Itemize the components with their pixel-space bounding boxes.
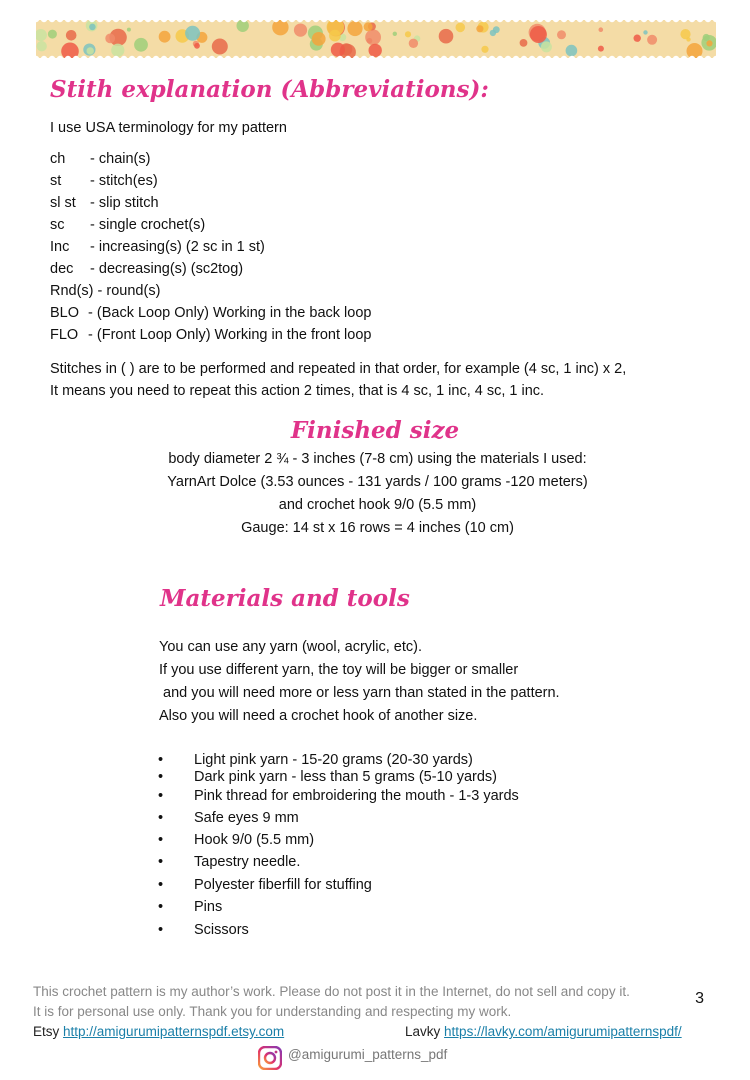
- abbreviation-code: FLO: [50, 327, 79, 343]
- abbreviation-code: sc: [50, 217, 65, 233]
- abbreviation-code: sl st: [50, 195, 76, 211]
- bullet-icon: •: [158, 922, 164, 938]
- abbreviation-item: [50, 148, 371, 170]
- polka-dot-banner: [36, 20, 716, 58]
- abbreviation-description: - decreasing(s) (sc2tog): [90, 261, 244, 277]
- abbreviation-item: [50, 324, 371, 346]
- copyright-notice-line-2: It is for personal use only. Thank you for understanding and respecting my work.: [33, 1004, 512, 1019]
- abbreviation-item: [50, 236, 371, 258]
- abbreviation-description: - (Back Loop Only) Working in the back loop: [88, 305, 372, 321]
- materials-list-item: [158, 877, 372, 893]
- repeat-note-line-2: It means you need to repeat this action 2 times, that is 4 sc, 1 inc, 4 sc, 1 inc.: [50, 383, 545, 399]
- materials-intro: [159, 636, 560, 728]
- abbreviation-item: [50, 258, 371, 280]
- materials-item-text: Pink thread for embroidering the mouth - 1-3 yards: [194, 788, 519, 804]
- abbreviations-heading: Stith explanation (Abbreviations):: [50, 76, 489, 103]
- abbreviation-item: [50, 302, 371, 324]
- abbreviation-description: - chain(s): [90, 151, 151, 167]
- materials-item-text: Dark pink yarn - less than 5 grams (5-10 yards): [194, 769, 497, 785]
- etsy-link-row: [33, 1024, 284, 1039]
- materials-list-item: [158, 854, 300, 870]
- instagram-icon[interactable]: [258, 1046, 282, 1070]
- finished-size-line: and crochet hook 9/0 (5.5 mm): [278, 497, 477, 513]
- abbreviation-description: - (Front Loop Only) Working in the front loop: [88, 327, 372, 343]
- materials-list-item: [158, 899, 222, 915]
- lavky-label: Lavky: [405, 1024, 441, 1039]
- materials-item-text: Polyester fiberfill for stuffing: [194, 877, 372, 893]
- abbreviation-code: BLO: [50, 305, 80, 321]
- bullet-icon: •: [158, 854, 164, 870]
- bullet-icon: •: [158, 810, 164, 826]
- polka-dot-pattern: [36, 20, 716, 58]
- bullet-icon: •: [158, 788, 164, 804]
- abbreviation-code: Rnd(s): [50, 283, 94, 299]
- materials-item-text: Safe eyes 9 mm: [194, 810, 299, 826]
- materials-item-text: Scissors: [194, 922, 249, 938]
- abbreviation-code: ch: [50, 151, 66, 167]
- abbreviation-code: dec: [50, 261, 74, 277]
- repeat-note-line-1: Stitches in ( ) are to be performed and repeated in that order, for example (4 sc, 1 inc) x 2,: [50, 361, 627, 377]
- page-number: 3: [695, 990, 704, 1007]
- instagram-handle: @amigurumi_patterns_pdf: [288, 1047, 448, 1062]
- etsy-link[interactable]: http://amigurumipatternspdf.etsy.com: [63, 1024, 285, 1039]
- materials-item-text: Pins: [194, 899, 223, 915]
- abbreviation-description: - single crochet(s): [90, 217, 206, 233]
- materials-list-item: [158, 769, 497, 785]
- lavky-link-row: [405, 1024, 682, 1039]
- materials-heading: Materials and tools: [160, 585, 410, 612]
- bullet-icon: •: [158, 877, 164, 893]
- abbreviation-description: - increasing(s) (2 sc in 1 st): [90, 239, 265, 255]
- abbreviation-code: Inc: [50, 239, 70, 255]
- finished-size-line: YarnArt Dolce (3.53 ounces - 131 yards / 100 grams -120 meters): [167, 474, 588, 490]
- materials-list-item: [158, 752, 473, 768]
- lavky-link[interactable]: https://lavky.com/amigurumipatternspdf/: [444, 1024, 682, 1039]
- abbreviation-description: - round(s): [97, 283, 161, 299]
- abbreviation-code: st: [50, 173, 62, 189]
- finished-size-line: body diameter 2 ¾ - 3 inches (7-8 cm) using the materials I used:: [168, 451, 587, 467]
- bullet-icon: •: [158, 899, 164, 915]
- materials-intro-line: If you use different yarn, the toy will be bigger or smaller: [159, 662, 519, 678]
- bullet-icon: •: [158, 752, 164, 768]
- bullet-icon: •: [158, 832, 164, 848]
- finished-size-details: [0, 448, 750, 540]
- abbreviation-item: [50, 170, 371, 192]
- materials-list-item: [158, 810, 299, 826]
- terminology-intro: I use USA terminology for my pattern: [50, 120, 287, 136]
- materials-intro-line: and you will need more or less yarn than stated in the pattern.: [159, 685, 560, 701]
- abbreviation-description: - stitch(es): [90, 173, 158, 189]
- materials-item-text: Tapestry needle.: [194, 854, 301, 870]
- finished-size-line: Gauge: 14 st x 16 rows = 4 inches (10 cm): [241, 520, 514, 536]
- materials-list-item: [158, 788, 519, 804]
- abbreviation-list: [50, 148, 371, 346]
- finished-size-heading: Finished size: [290, 417, 460, 444]
- materials-list-item: [158, 832, 314, 848]
- materials-list-item: [158, 922, 249, 938]
- materials-item-text: Light pink yarn - 15-20 grams (20-30 yards): [194, 752, 473, 768]
- abbreviation-description: - slip stitch: [90, 195, 159, 211]
- materials-item-text: Hook 9/0 (5.5 mm): [194, 832, 315, 848]
- materials-intro-line: You can use any yarn (wool, acrylic, etc).: [159, 639, 423, 655]
- bullet-icon: •: [158, 769, 164, 785]
- copyright-notice-line-1: This crochet pattern is my author’s work. Please do not post it in the Internet, do not sell and copy it.: [33, 984, 630, 999]
- abbreviation-item: [50, 280, 371, 302]
- abbreviation-item: [50, 214, 371, 236]
- etsy-label: Etsy: [33, 1024, 60, 1039]
- materials-intro-line: Also you will need a crochet hook of another size.: [159, 708, 478, 724]
- abbreviation-item: [50, 192, 371, 214]
